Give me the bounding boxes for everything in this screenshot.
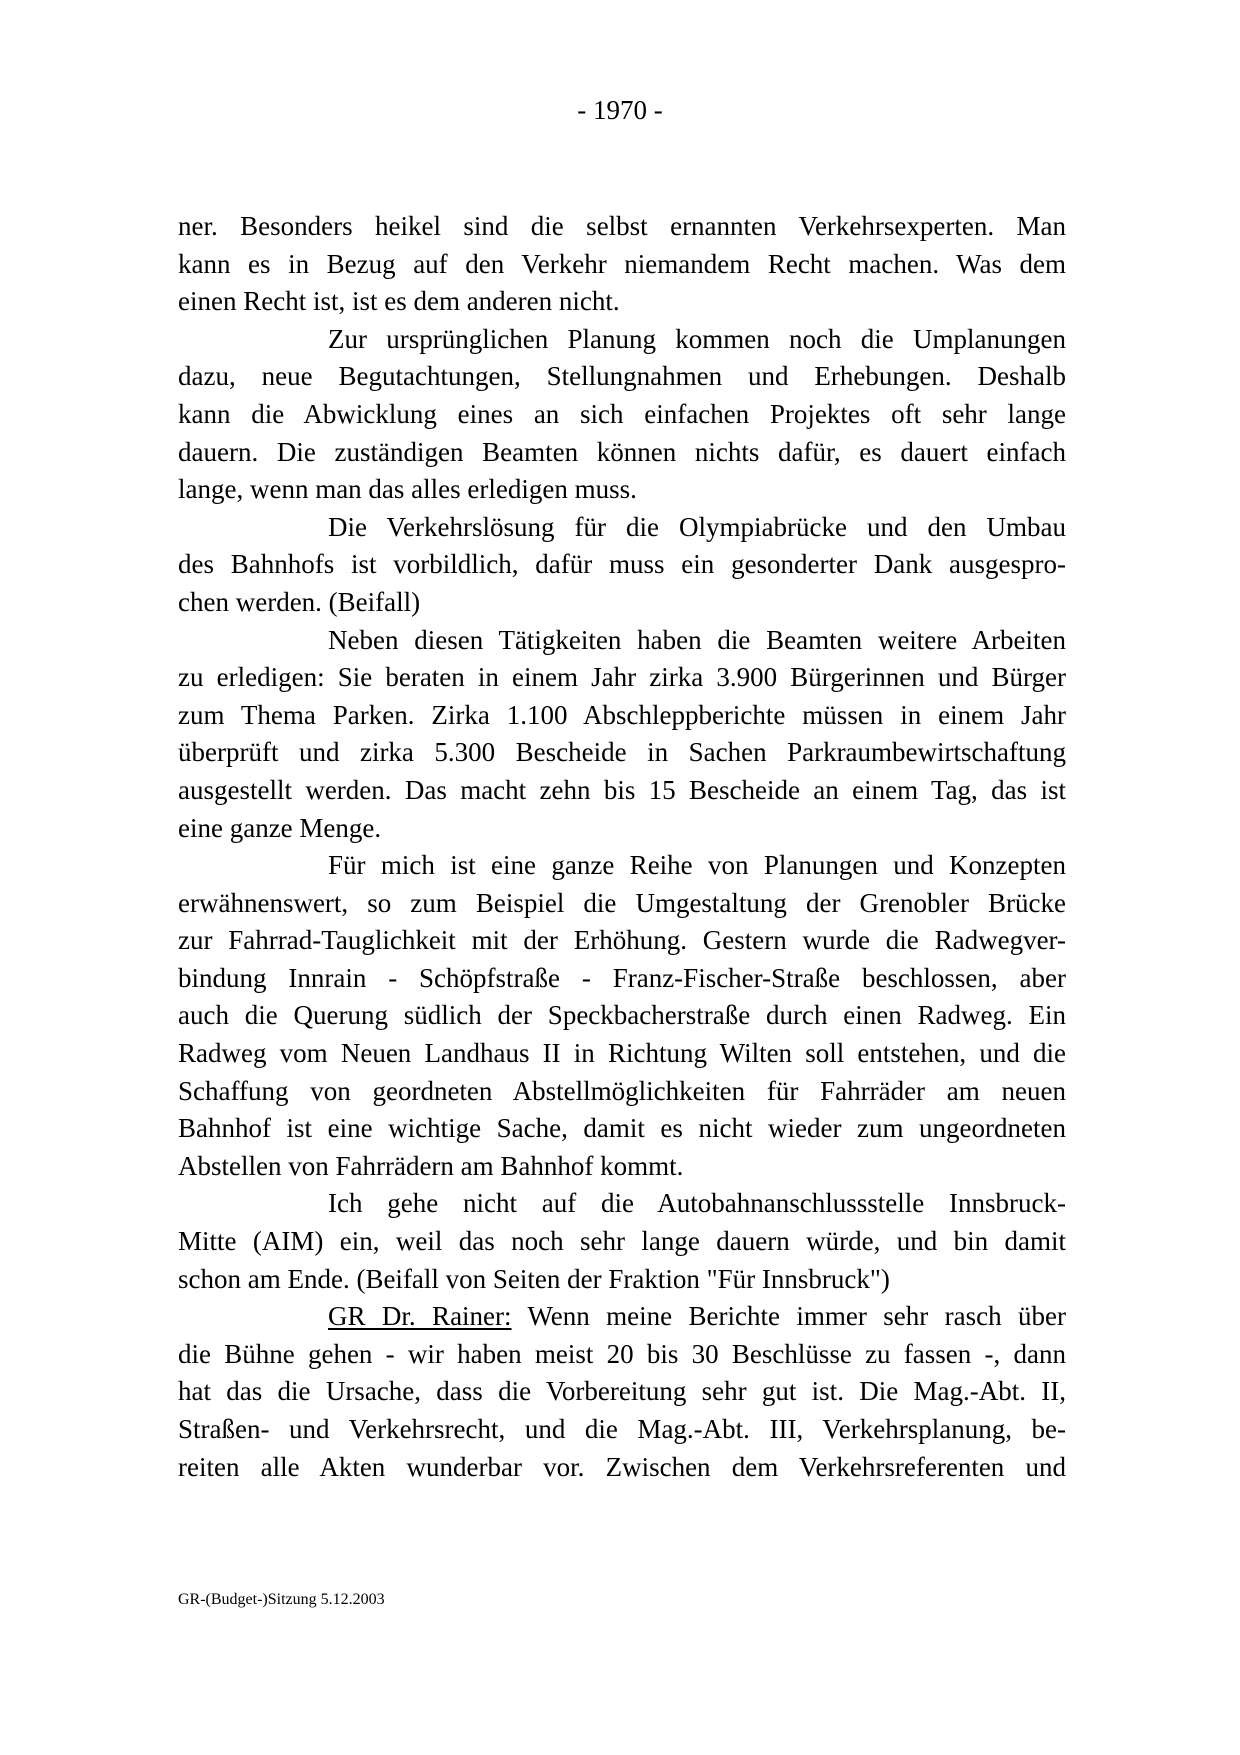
text-line: schon am Ende. (Beifall von Seiten der Fraktion "Für Innsbruck") — [178, 1263, 890, 1294]
text-line: kann es in Bezug auf den Verkehr niemandem Recht machen. Was dem — [178, 248, 1066, 279]
text-line: dauern. Die zuständigen Beamten können nichts dafür, es dauert einfach — [178, 436, 1066, 467]
text-line: kann die Abwicklung eines an sich einfachen Projektes oft sehr lange — [178, 398, 1066, 429]
text-line: bindung Innrain - Schöpfstraße - Franz-Fischer-Straße beschlossen, aber — [178, 962, 1066, 993]
text-line: auch die Querung südlich der Speckbacherstraße durch einen Radweg. Ein — [178, 1000, 1066, 1031]
speaker-name: GR Dr. Rainer: — [328, 1301, 512, 1332]
body-text — [178, 208, 1066, 1486]
footer-session: GR-(Budget-)Sitzung 5.12.2003 — [178, 1591, 385, 1608]
page-number: - 1970 - — [577, 95, 663, 125]
text-line-speaker — [178, 1298, 1066, 1336]
text-line: Abstellen von Fahrrädern am Bahnhof kommt. — [178, 1150, 684, 1181]
text-line: Neben diesen Tätigkeiten haben die Beamten weitere Arbeiten — [328, 624, 1066, 655]
text-line: reiten alle Akten wunderbar vor. Zwischen dem Verkehrsreferenten und — [178, 1451, 1066, 1482]
text-line: Ich gehe nicht auf die Autobahnanschlussstelle Innsbruck- — [328, 1188, 1066, 1219]
speaker-text: Wenn meine Berichte immer sehr rasch über — [527, 1301, 1066, 1332]
text-line: eine ganze Menge. — [178, 812, 382, 843]
text-line: lange, wenn man das alles erledigen muss. — [178, 474, 637, 505]
text-line: zu erledigen: Sie beraten in einem Jahr zirka 3.900 Bürgerinnen und Bürger — [178, 662, 1066, 693]
text-line: Bahnhof ist eine wichtige Sache, damit es nicht wieder zum ungeordneten — [178, 1113, 1066, 1144]
text-line: erwähnenswert, so zum Beispiel die Umgestaltung der Grenobler Brücke — [178, 887, 1066, 918]
text-line: hat das die Ursache, dass die Vorbereitung sehr gut ist. Die Mag.-Abt. II, — [178, 1376, 1066, 1407]
text-line: Zur ursprünglichen Planung kommen noch die Umplanungen — [328, 323, 1066, 354]
text-line: einen Recht ist, ist es dem anderen nicht. — [178, 286, 620, 317]
text-line: dazu, neue Begutachtungen, Stellungnahmen und Erhebungen. Deshalb — [178, 361, 1066, 392]
text-line: Mitte (AIM) ein, weil das noch sehr lange dauern würde, und bin damit — [178, 1226, 1066, 1257]
text-line: Für mich ist eine ganze Reihe von Planungen und Konzepten — [328, 850, 1066, 881]
text-line: Radweg vom Neuen Landhaus II in Richtung Wilten soll entstehen, und die — [178, 1038, 1066, 1069]
text-line: des Bahnhofs ist vorbildlich, dafür muss ein gesonderter Dank ausgespro- — [178, 549, 1066, 580]
text-line: überprüft und zirka 5.300 Bescheide in Sachen Parkraumbewirtschaftung — [178, 737, 1066, 768]
text-line: zum Thema Parken. Zirka 1.100 Abschleppberichte müssen in einem Jahr — [178, 699, 1066, 730]
text-line: ausgestellt werden. Das macht zehn bis 15 Bescheide an einem Tag, das ist — [178, 774, 1066, 805]
text-line: ner. Besonders heikel sind die selbst ernannten Verkehrsexperten. Man — [178, 211, 1066, 241]
text-line: Schaffung von geordneten Abstellmöglichkeiten für Fahrräder am neuen — [178, 1075, 1066, 1106]
text-line: Die Verkehrslösung für die Olympiabrücke und den Umbau — [328, 511, 1066, 542]
text-line: chen werden. (Beifall) — [178, 586, 421, 617]
text-line: Straßen- und Verkehrsrecht, und die Mag.-Abt. III, Verkehrsplanung, be- — [178, 1414, 1066, 1444]
text-line: zur Fahrrad-Tauglichkeit mit der Erhöhung. Gestern wurde die Radwegver- — [178, 925, 1066, 956]
text-line: die Bühne gehen - wir haben meist 20 bis 30 Beschlüsse zu fassen -, dann — [178, 1338, 1066, 1369]
